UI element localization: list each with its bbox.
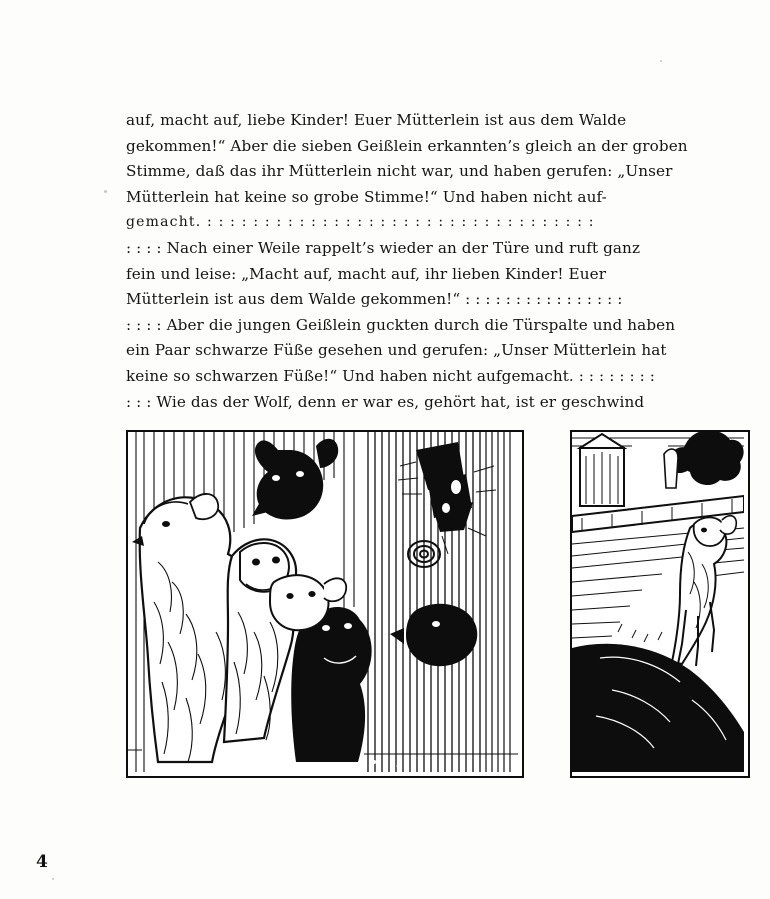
text-line (126, 313, 744, 339)
text-line (126, 185, 744, 211)
body-text (126, 108, 744, 415)
line-11: keine so schwarzen Füße!“ Und haben nicht aufgemacht. : : : : : : : : (126, 366, 655, 385)
line-12: : : : Wie das der Wolf, denn er war es, gehört hat, ist er geschwind (126, 392, 645, 411)
text-line (126, 108, 744, 134)
text-line (126, 159, 744, 185)
line-4: Mütterlein hat keine so grobe Stimme!“ Und haben nicht auf- (126, 187, 607, 206)
text-line (126, 364, 744, 390)
line-10: ein Paar schwarze Füße gesehen und gerufen: „Unser Mütterlein hat (126, 341, 667, 360)
text-line (126, 134, 744, 160)
text-line (126, 210, 744, 236)
paper-speck (104, 190, 107, 193)
line-1: auf, macht auf, liebe Kinder! Euer Mütterlein ist aus dem Walde (126, 111, 627, 129)
paper-speck (52, 878, 54, 880)
line-2: gekommen!“ Aber die sieben Geißlein erkannten’s gleich an der groben (126, 136, 688, 155)
line-9: : : : : Aber die jungen Geißlein guckten durch die Türspalte und haben (126, 315, 676, 334)
text-line (126, 236, 744, 262)
text-line (126, 262, 744, 288)
text-line (126, 287, 744, 313)
text-line (126, 338, 744, 364)
goat-outside-house-icon (572, 432, 744, 772)
paper-speck (660, 60, 662, 62)
line-6: : : : : Nach einer Weile rappelt’s wieder an der Türe und ruft ganz (126, 238, 641, 257)
line-5: gemacht. : : : : : : : : : : : : : : : : : : : : : : : : : : : : : : : : : : (126, 214, 595, 231)
line-7: fein und leise: „Macht auf, macht auf, ihr lieben Kinder! Euer (126, 264, 607, 283)
goats-in-room-with-wolf-paw-icon (128, 432, 518, 772)
illustration-row (126, 430, 746, 778)
line-3: Stimme, daß das ihr Mütterlein nicht war, und haben gerufen: „Unser (126, 162, 673, 181)
page-number: 4 (36, 852, 48, 872)
illustration-right (570, 430, 750, 778)
illustration-left (126, 430, 524, 778)
line-8: Mütterlein ist aus dem Walde gekommen!“ : : : : : : : : : : : : : : : : (126, 290, 623, 309)
text-line (126, 390, 744, 416)
